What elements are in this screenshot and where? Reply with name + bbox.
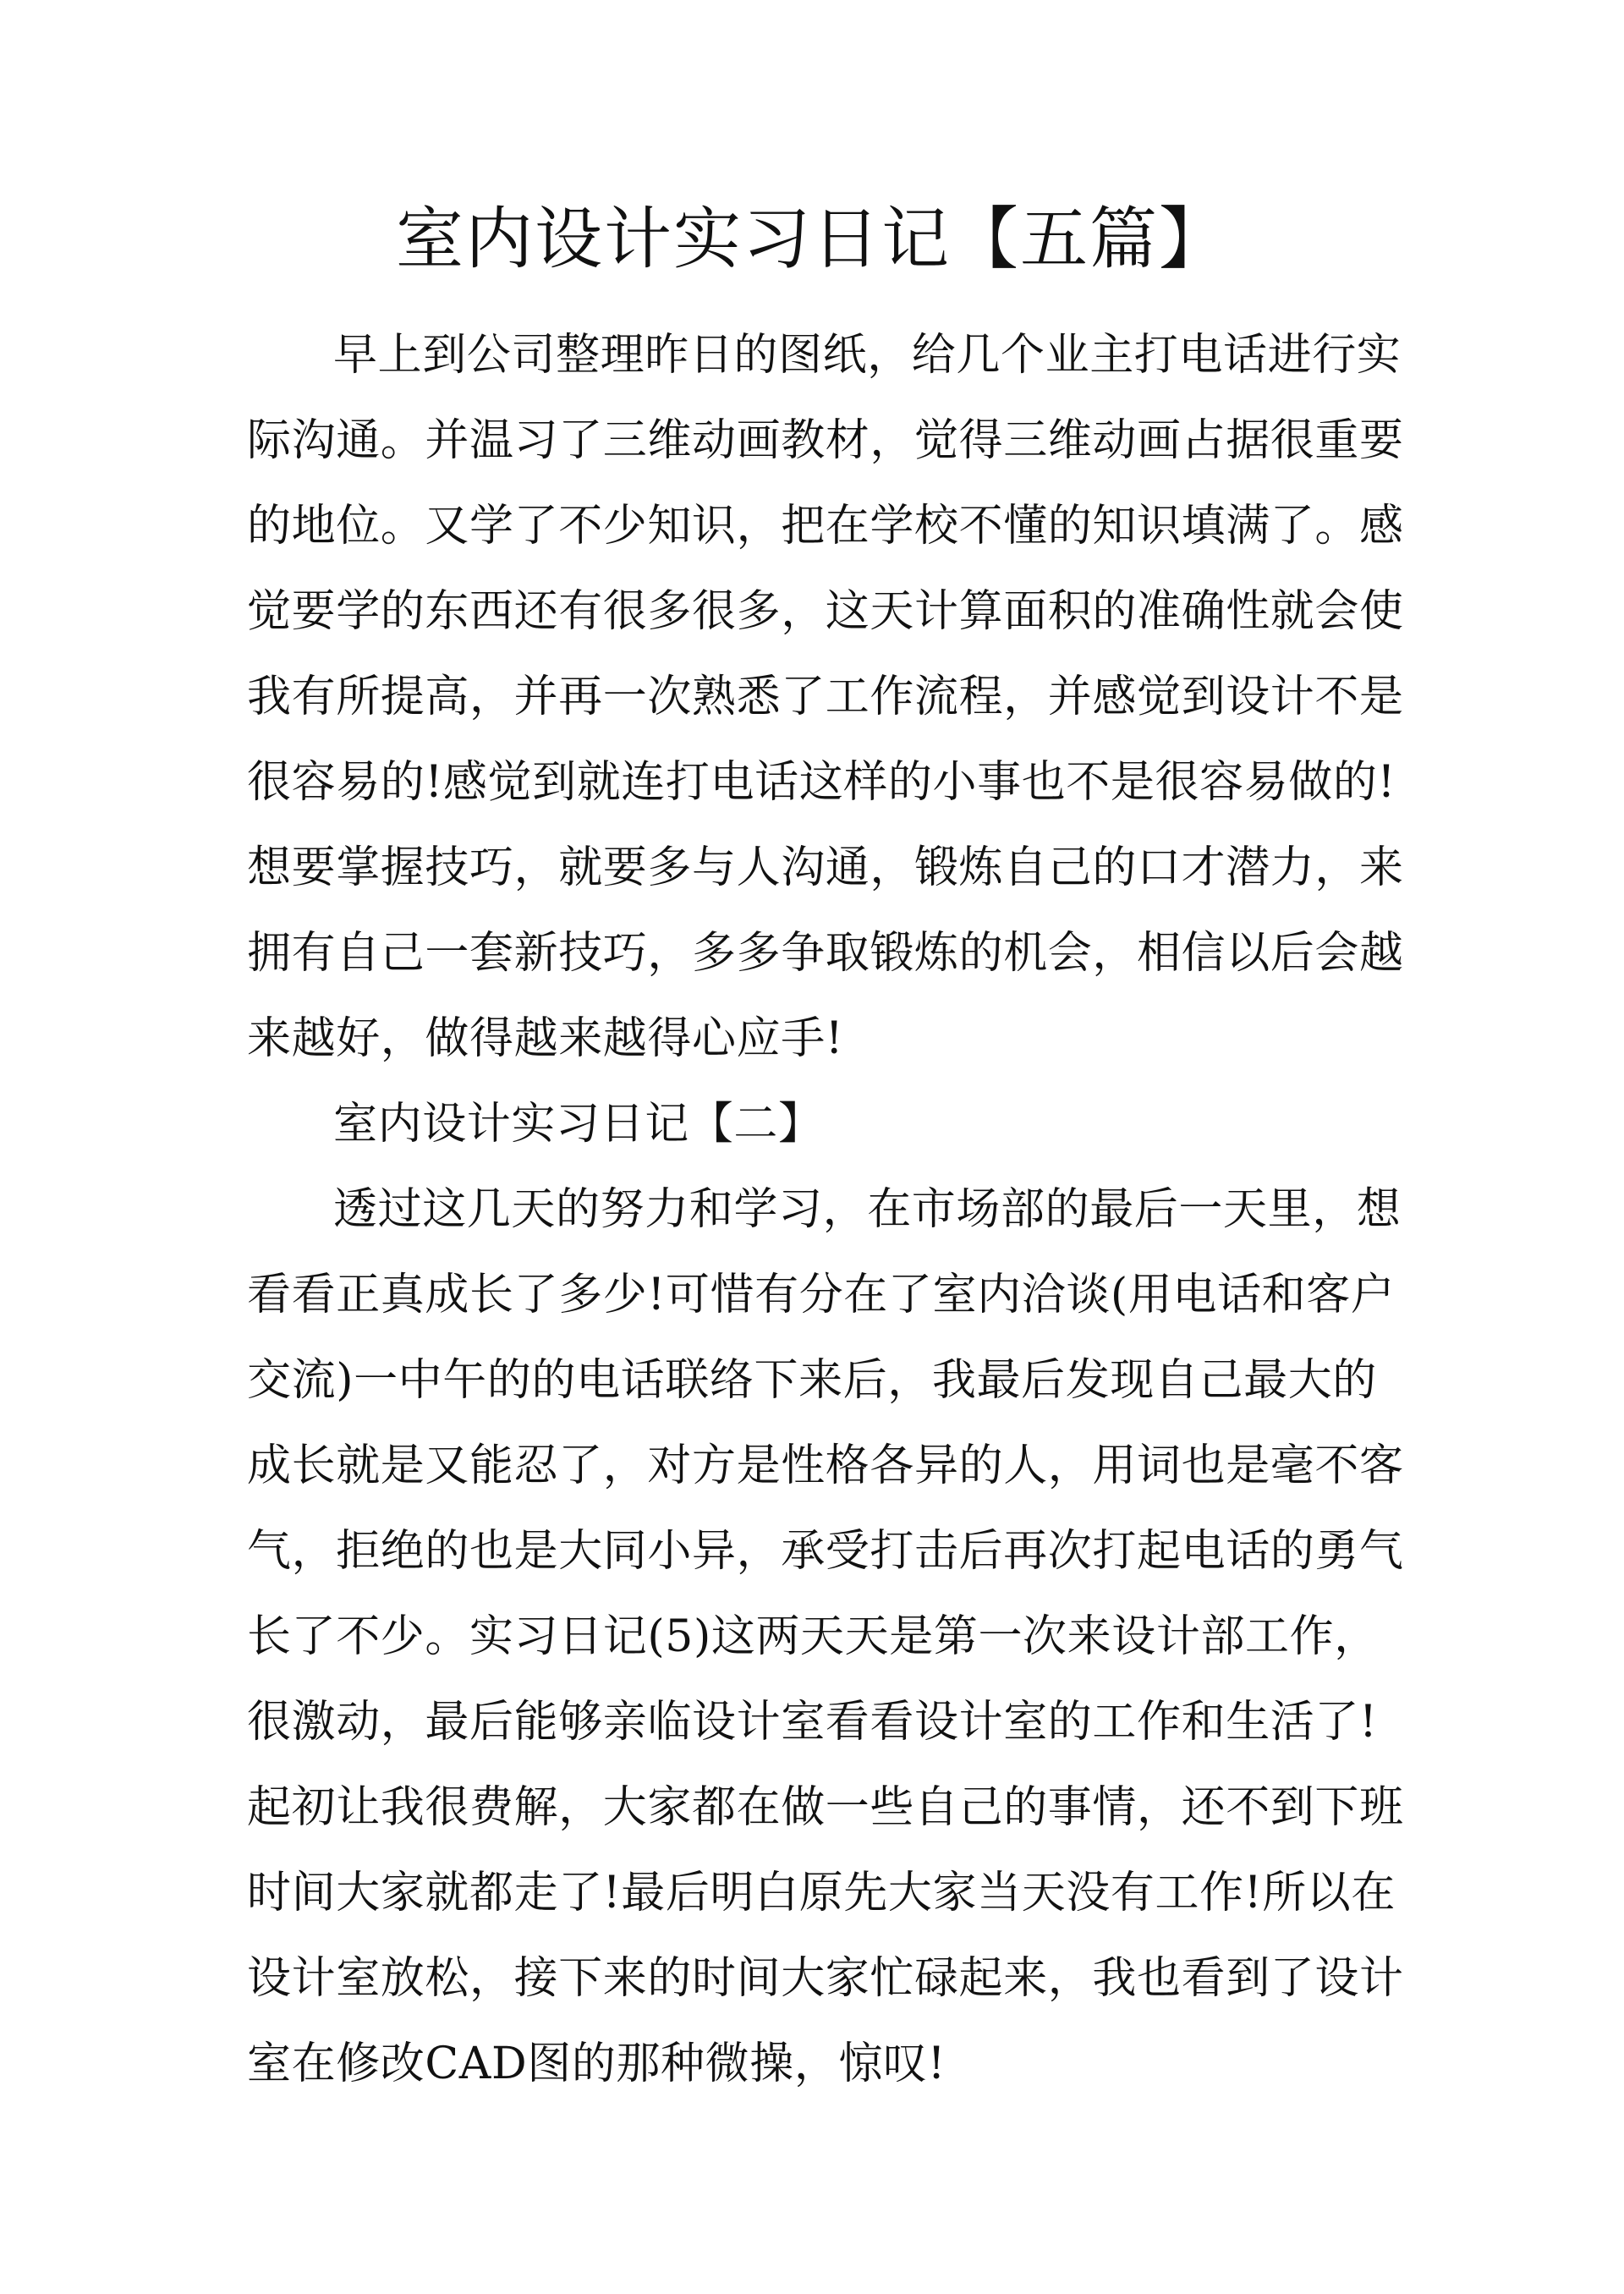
- paragraph-line: 觉要学的东西还有很多很多，这天计算面积的准确性就会使: [247, 586, 1404, 637]
- paragraph-line: 来越好，做得越来越得心应手!: [247, 1013, 844, 1064]
- paragraph-line: 很容易的!感觉到就连打电话这样的小事也不是很容易做的!: [247, 757, 1396, 808]
- paragraph-line: 我有所提高，并再一次熟悉了工作流程，并感觉到设计不是: [247, 672, 1404, 722]
- paragraph-line: 气，拒绝的也是大同小异，承受打击后再次打起电话的勇气: [247, 1526, 1404, 1577]
- paragraph-line: 室在修改CAD图的那种微操，惊叹!: [247, 2039, 946, 2089]
- document-title: 室内设计实习日记【五篇】: [396, 200, 1228, 278]
- paragraph-line: 成长就是又能忍了，对方是性格各异的人，用词也是毫不客: [247, 1441, 1404, 1491]
- paragraph-line: 拥有自己一套新技巧，多多争取锻炼的机会，相信以后会越: [247, 928, 1404, 979]
- paragraph-line: 时间大家就都走了!最后明白原先大家当天没有工作!所以在: [247, 1868, 1396, 1918]
- paragraph-line: 透过这几天的努力和学习，在市场部的最后一天里，想: [333, 1184, 1402, 1235]
- paragraph-line: 际沟通。并温习了三维动画教材，觉得三维动画占据很重要: [247, 415, 1404, 466]
- paragraph-line: 早上到公司整理昨日的图纸，给几个业主打电话进行实: [333, 330, 1402, 381]
- paragraph-line: 长了不少。实习日记(5)这两天天是第一次来设计部工作，: [247, 1611, 1379, 1662]
- paragraph-line: 设计室放松，接下来的时间大家忙碌起来，我也看到了设计: [247, 1953, 1404, 2004]
- section-heading: 室内设计实习日记【二】: [333, 1099, 823, 1150]
- document-body: [247, 313, 1404, 2107]
- paragraph-line: 想要掌握技巧，就要多与人沟通，锻炼自己的口才潜力，来: [247, 842, 1404, 893]
- paragraph-line: 的地位。又学了不少知识，把在学校不懂的知识填满了。感: [247, 501, 1404, 552]
- paragraph-line: 很激动，最后能够亲临设计室看看设计室的工作和生活了!: [247, 1697, 1378, 1748]
- paragraph-line: 起初让我很费解，大家都在做一些自己的事情，还不到下班: [247, 1782, 1404, 1833]
- paragraph-line: 交流)一中午的的电话联络下来后，我最后发现自己最大的: [247, 1355, 1377, 1406]
- paragraph-line: 看看正真成长了多少!可惜有分在了室内洽谈(用电话和客户: [247, 1270, 1396, 1320]
